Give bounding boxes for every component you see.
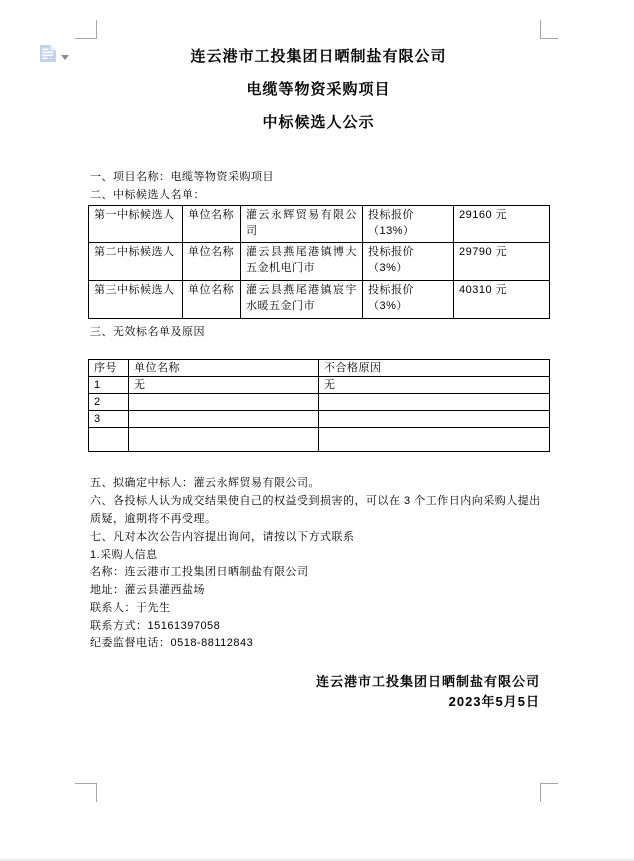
table-row	[89, 394, 550, 411]
table-row	[89, 243, 550, 281]
signature-date: 2023年5月5日	[448, 694, 540, 709]
signature-company: 连云港市工投集团日晒制盐有限公司	[315, 674, 540, 689]
margin-mark-top-right	[540, 20, 558, 39]
row-company	[129, 428, 319, 452]
doc-title-project: 电缆等物资采购项目	[246, 81, 391, 98]
row-company	[129, 411, 319, 428]
table-row	[89, 411, 550, 428]
price-label: 投标报价（3%）	[363, 243, 454, 281]
field-label: 单位名称	[183, 281, 241, 319]
table-row	[89, 377, 550, 394]
candidate-rank: 第二中标候选人	[89, 243, 183, 281]
row-no: 1	[89, 377, 129, 394]
candidate-rank: 第一中标候选人	[89, 206, 183, 243]
section-project-name: 一、项目名称：电缆等物资采购项目	[90, 171, 274, 183]
row-reason	[319, 428, 550, 452]
row-no: 2	[89, 394, 129, 411]
doc-title-announcement: 中标候选人公示	[262, 114, 375, 131]
doc-title-company: 连云港市工投集团日晒制盐有限公司	[190, 48, 447, 65]
row-no: 3	[89, 411, 129, 428]
margin-mark-bottom-left	[75, 783, 97, 802]
section-awarded-bidder: 五、拟确定中标人：灌云永辉贸易有限公司。	[90, 477, 320, 489]
margin-mark-bottom-right	[540, 783, 558, 802]
section-invalid-bids-label: 三、无效标名单及原因	[90, 326, 205, 338]
table-header-row	[89, 360, 550, 377]
candidates-table	[88, 205, 550, 319]
paste-options-button[interactable]	[39, 45, 71, 67]
row-reason	[319, 394, 550, 411]
candidate-rank: 第三中标候选人	[89, 281, 183, 319]
company-name: 灌云永辉贸易有限公司	[241, 206, 363, 243]
company-name: 灌云县燕尾港镇博大五金机电门市	[241, 243, 363, 281]
col-header-company: 单位名称	[129, 360, 319, 377]
chevron-down-icon	[61, 55, 69, 60]
row-company	[129, 394, 319, 411]
contact-address: 地址：灌云县灌西盐场	[90, 584, 205, 596]
price-label: 投标报价（3%）	[363, 281, 454, 319]
signature-block	[97, 672, 540, 712]
field-label: 单位名称	[183, 206, 241, 243]
table-row	[89, 281, 550, 319]
row-company: 无	[129, 377, 319, 394]
row-no	[89, 428, 129, 452]
contact-phone: 联系方式：15161397058	[90, 620, 221, 632]
col-header-reason: 不合格原因	[319, 360, 550, 377]
contact-supervision-phone: 纪委监督电话：0518-88112843	[90, 637, 254, 649]
row-reason: 无	[319, 377, 550, 394]
contact-name: 名称：连云港市工投集团日晒制盐有限公司	[90, 566, 309, 578]
section-candidate-list-label: 二、中标候选人名单：	[90, 189, 205, 201]
clipboard-paste-icon	[39, 44, 57, 68]
col-header-no: 序号	[89, 360, 129, 377]
section-objection-notice: 六、各投标人认为成交结果使自己的权益受到损害的，可以在 3 个工作日内向采购人提出质疑，逾期将不再受理。	[90, 495, 541, 525]
field-label: 单位名称	[183, 243, 241, 281]
price-label: 投标报价（13%）	[363, 206, 454, 243]
price-value: 29160 元	[454, 206, 550, 243]
table-row	[89, 428, 550, 452]
contact-person: 联系人：于先生	[90, 602, 171, 614]
section-inquiry-contact: 七、凡对本次公告内容提出询问，请按以下方式联系	[90, 531, 355, 543]
row-reason	[319, 411, 550, 428]
table-row	[89, 206, 550, 243]
company-name: 灌云县燕尾港镇宸宇水暖五金门市	[241, 281, 363, 319]
price-value: 40310 元	[454, 281, 550, 319]
document-heading-block	[97, 40, 540, 139]
price-value: 29790 元	[454, 243, 550, 281]
invalid-bids-table	[88, 359, 550, 452]
contact-heading: 1.采购人信息	[90, 549, 158, 561]
margin-mark-top-left	[75, 20, 97, 39]
